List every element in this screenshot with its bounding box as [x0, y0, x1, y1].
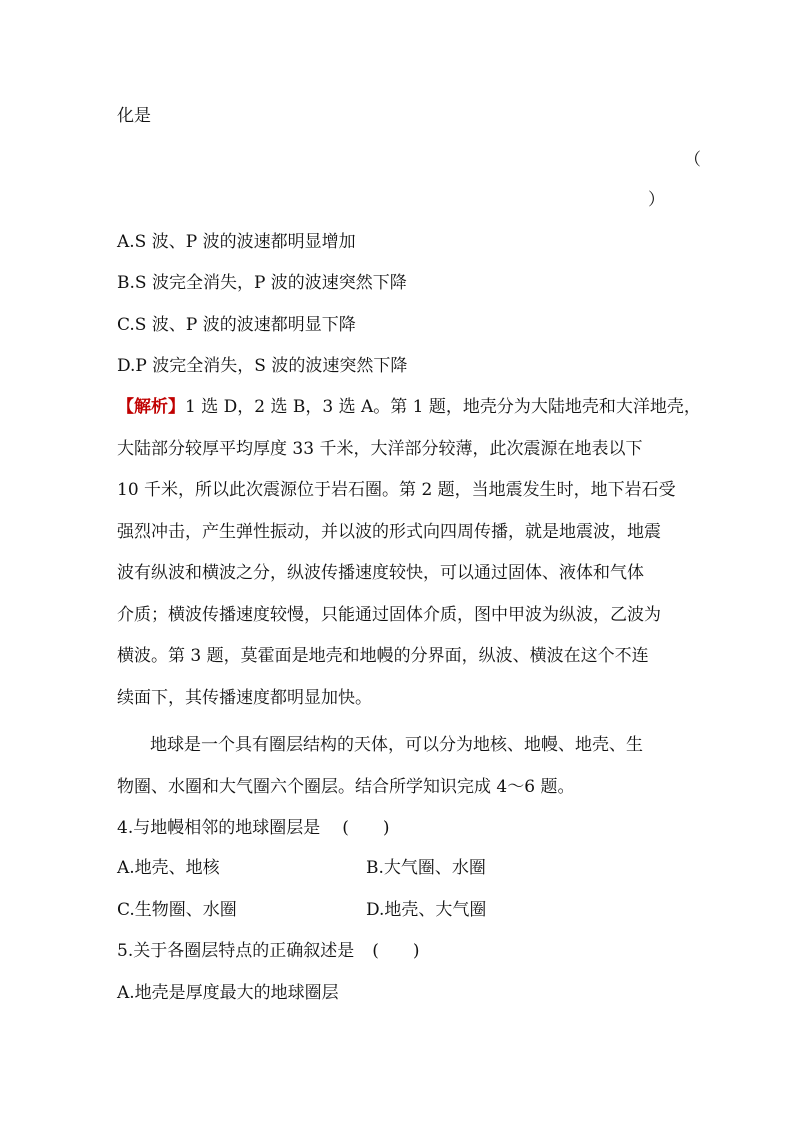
- q4-option-d: D.地壳、大气圈: [366, 900, 487, 920]
- intro-line: 地球是一个具有圈层结构的天体，可以分为地核、地幔、地壳、生: [150, 735, 643, 755]
- option-a: A.S 波、P 波的波速都明显增加: [117, 232, 356, 252]
- option-d: D.P 波完全消失，S 波的波速突然下降: [117, 356, 408, 376]
- option-b: B.S 波完全消失，P 波的波速突然下降: [117, 273, 407, 293]
- option-c: C.S 波、P 波的波速都明显下降: [117, 315, 356, 335]
- analysis-line: [117, 395, 701, 419]
- analysis-line: 介质；横波传播速度较慢，只能通过固体介质，图中甲波为纵波，乙波为: [117, 605, 661, 625]
- question-stem-tail: 化是: [117, 106, 151, 126]
- question-5-stem: 5.关于各圈层特点的正确叙述是: [117, 941, 355, 961]
- answer-paren-open: （: [684, 150, 701, 170]
- question-4: [117, 816, 390, 840]
- question-5-answer-paren: ( ): [372, 941, 420, 961]
- answer-paren-close: ）: [648, 190, 665, 210]
- intro-line: 物圈、水圈和大气圈六个圈层。结合所学知识完成 4～6 题。: [117, 777, 575, 797]
- analysis-line: 波有纵波和横波之分，纵波传播速度较快，可以通过固体、液体和气体: [117, 563, 644, 583]
- analysis-line: 10 千米，所以此次震源位于岩石圈。第 2 题，当地震发生时，地下岩石受: [117, 480, 676, 500]
- analysis-tag: 【解析】: [117, 397, 185, 417]
- q4-option-a: A.地壳、地核: [117, 858, 220, 878]
- analysis-line: 续面下，其传播速度都明显加快。: [117, 688, 372, 708]
- analysis-line: 横波。第 3 题，莫霍面是地壳和地幔的分界面，纵波、横波在这个不连: [117, 646, 649, 666]
- question-4-stem: 4.与地幔相邻的地球圈层是: [117, 818, 321, 838]
- analysis-line: 大陆部分较厚平均厚度 33 千米，大洋部分较薄，此次震源在地表以下: [117, 439, 643, 459]
- q5-option-a: A.地壳是厚度最大的地球圈层: [117, 983, 339, 1003]
- q4-option-c: C.生物圈、水圈: [117, 900, 237, 920]
- question-5: [117, 939, 420, 963]
- analysis-text: 1 选 D，2 选 B，3 选 A。第 1 题，地壳分为大陆地壳和大洋地壳，: [185, 397, 701, 417]
- question-4-answer-paren: ( ): [342, 818, 390, 838]
- q4-option-b: B.大气圈、水圈: [366, 858, 486, 878]
- analysis-line: 强烈冲击，产生弹性振动，并以波的形式向四周传播，就是地震波，地震: [117, 522, 661, 542]
